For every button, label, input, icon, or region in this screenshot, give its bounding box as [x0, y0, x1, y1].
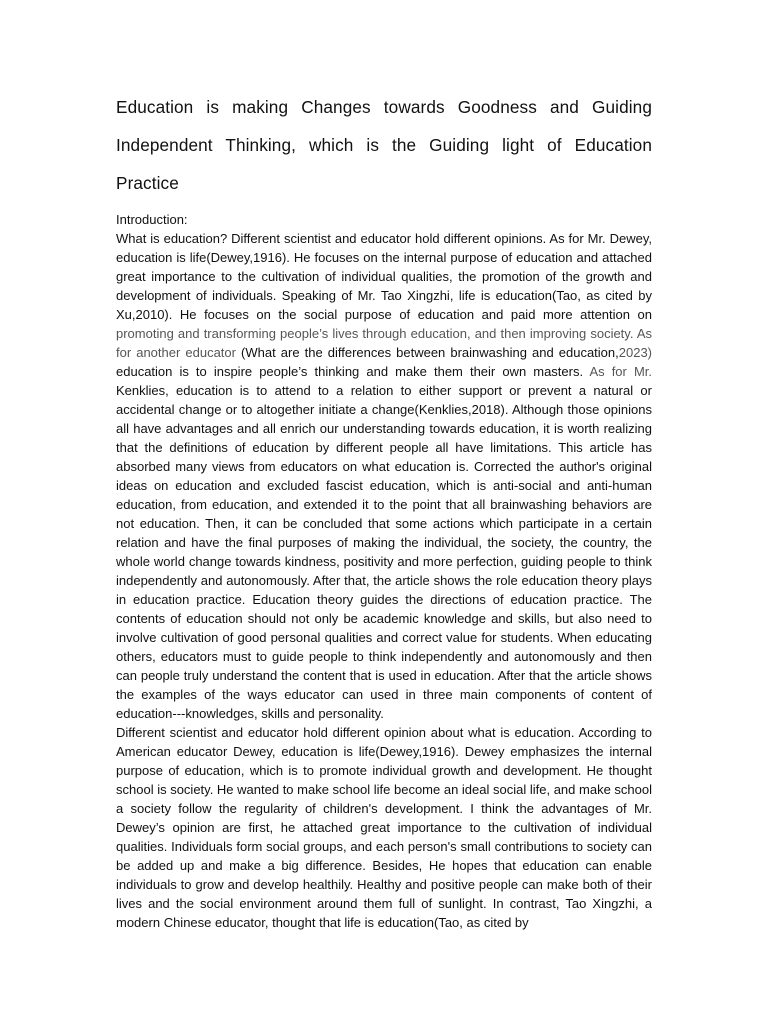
document-title: Education is making Changes towards Goodness and Guiding Independent Thinking, which is the Guiding light of Education Practice [116, 97, 652, 193]
intro-text-part-2: promoting and transforming people’s lives through education, and then improving society. As for another educator [116, 326, 652, 360]
intro-text-part-5: education is to inspire people’s thinking and make them their own masters. [116, 364, 590, 379]
introduction-label: Introduction: [116, 212, 188, 227]
introduction-paragraph [116, 229, 652, 723]
intro-text-part-7: Kenklies, education is to attend to a relation to either support or prevent a natural or accidental change or to altogether initiate a change(Kenklies,2018). Although those opinions all have advantages and all enrich our understanding towards education, it is worth realizing that the definitions of education by different people all have limitations. This article has absorbed many views from educators on what education is. Corrected the author's original ideas on education and excluded fascist education, which is anti-social and anti-human education, from education, and extended it to the point that all brainwashing behaviors are not education. Then, it can be concluded that some actions which participate in a certain relation and have the final purposes of making the individual, the society, the country, the whole world change towards kindness, positivity and more perfection, guiding people to think independently and autonomously. After that, the article shows the role education theory plays in education practice. Education theory guides the directions of education practice. The contents of education should not only be academic knowledge and skills, but also need to involve cultivation of good personal qualities and correct value for students. When educating others, educators must to guide people to think independently and autonomously and then can people truly understand the content that is used in education. After that the article shows the examples of the ways educator can used in three main components of content of education---knowledges, skills and personality. [116, 383, 652, 721]
intro-text-part-1: What is education? Different scientist and educator hold different opinions. As for Mr. Dewey, education is life(Dewey,1916). He focuses on the internal purpose of education and attached great importance to the cultivation of individual qualities, the promotion of the growth and development of individuals. Speaking of Mr. Tao Xingzhi, life is education(Tao, as cited by Xu,2010). He focuses on the social purpose of education and paid more attention on [116, 231, 652, 322]
intro-text-part-3: (What are the differences between brainwashing and education, [241, 345, 619, 360]
intro-text-part-6: As for Mr. [589, 364, 652, 379]
body-paragraph-2: Different scientist and educator hold different opinion about what is education. According to American educator Dewey, education is life(Dewey,1916). Dewey emphasizes the internal purpose of education, which is to promote individual growth and development. He thought school is society. He wanted to make school life become an ideal social life, and make school a society follow the regularity of children's development. I think the advantages of Mr. Dewey’s opinion are first, he attached great importance to the cultivation of individual qualities. Individuals form social groups, and each person's small contributions to society can be added up and make a big difference. Besides, He hopes that education can enable individuals to grow and develop healthily. Healthy and positive people can make both of their lives and the social environment around them full of sunlight. In contrast, Tao Xingzhi, a modern Chinese educator, thought that life is education(Tao, as cited by [116, 725, 652, 930]
intro-text-part-4: 2023) [618, 345, 652, 360]
document-page [116, 88, 652, 932]
